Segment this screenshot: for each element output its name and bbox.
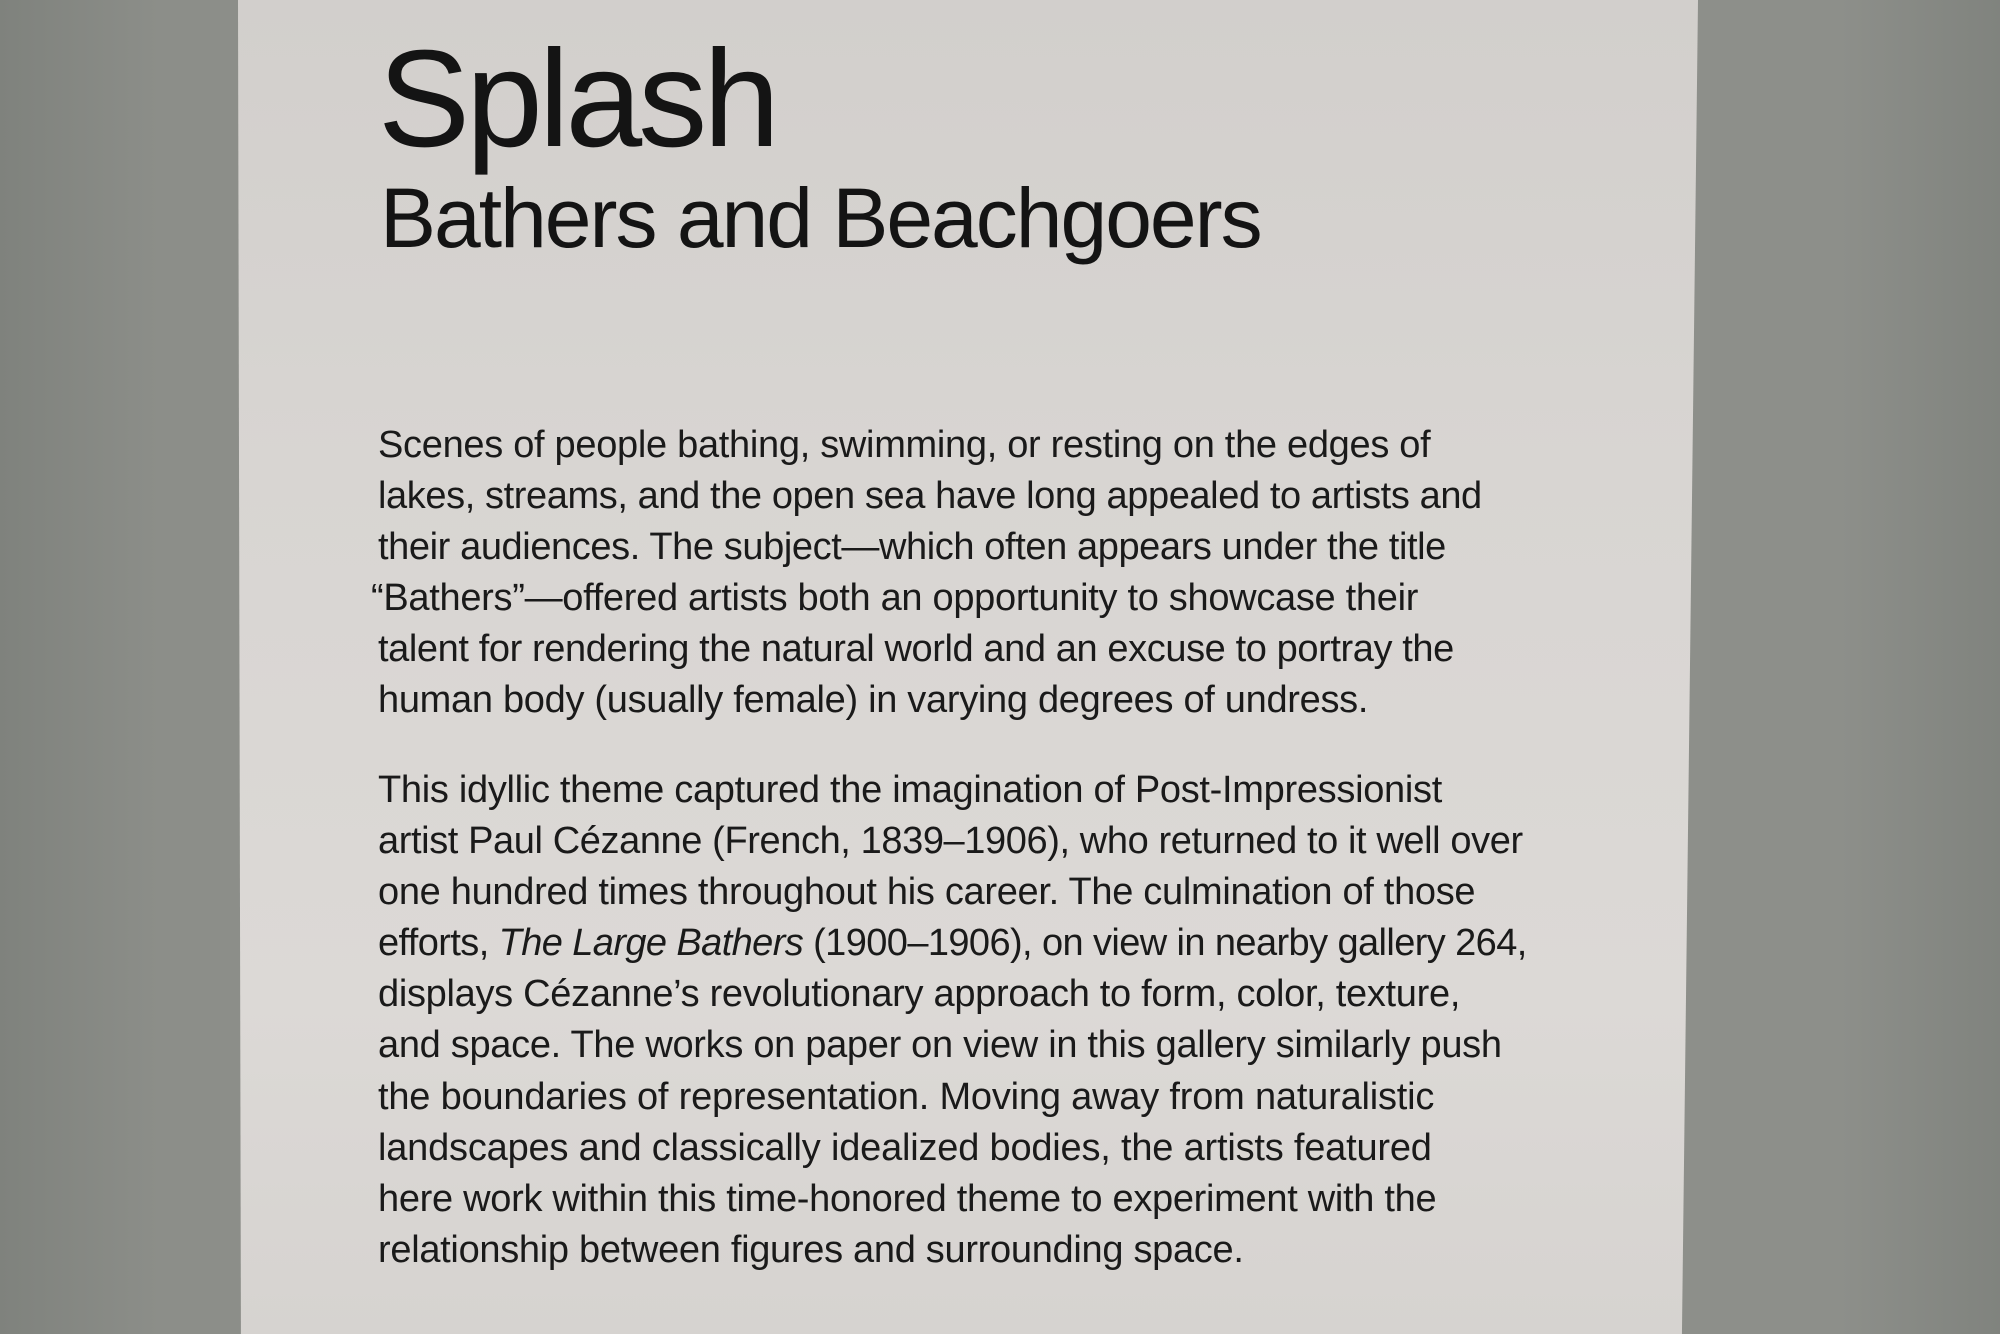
paragraph-line: landscapes and classically idealized bodies, the artists featured xyxy=(378,1126,1432,1169)
paragraph-line: talent for rendering the natural world and an excuse to portray the xyxy=(378,628,1454,670)
cezanne-paragraph xyxy=(378,765,1527,1276)
paragraph-line: lakes, streams, and the open sea have long appealed to artists and xyxy=(378,475,1482,517)
paragraph-line: human body (usually female) in varying degrees of undress. xyxy=(378,679,1369,721)
intro-paragraph xyxy=(371,420,1482,726)
panel-subtitle: Bathers and Beachgoers xyxy=(380,171,1261,265)
paragraph-line: Scenes of people bathing, swimming, or resting on the edges of xyxy=(378,424,1431,466)
paragraph-line-with-artwork-title xyxy=(378,918,1527,969)
paragraph-line: their audiences. The subject—which often appears under the title xyxy=(378,526,1446,568)
paragraph-line: relationship between figures and surrounding space. xyxy=(378,1228,1244,1271)
paragraph-line: here work within this time-honored theme to experiment with the xyxy=(378,1177,1437,1220)
paragraph-line: displays Cézanne’s revolutionary approach to form, color, texture, xyxy=(378,973,1461,1016)
paragraph-line: artist Paul Cézanne (French, 1839–1906), who returned to it well over xyxy=(378,820,1523,863)
paragraph-line: This idyllic theme captured the imagination of Post-Impressionist xyxy=(378,769,1442,811)
paragraph-line: one hundred times throughout his career. The culmination of those xyxy=(378,871,1476,914)
panel-title: Splash xyxy=(378,22,776,176)
paragraph-line: and space. The works on paper on view in this gallery similarly push xyxy=(378,1024,1502,1067)
paragraph-line: “Bathers”—offered artists both an opportunity to showcase their xyxy=(371,577,1419,619)
line-suffix: (1900–1906), on view in nearby gallery 264, xyxy=(803,922,1527,965)
paragraph-line: the boundaries of representation. Moving away from naturalistic xyxy=(378,1075,1435,1118)
line-prefix: efforts, xyxy=(378,922,499,965)
artwork-title: The Large Bathers xyxy=(498,922,804,965)
